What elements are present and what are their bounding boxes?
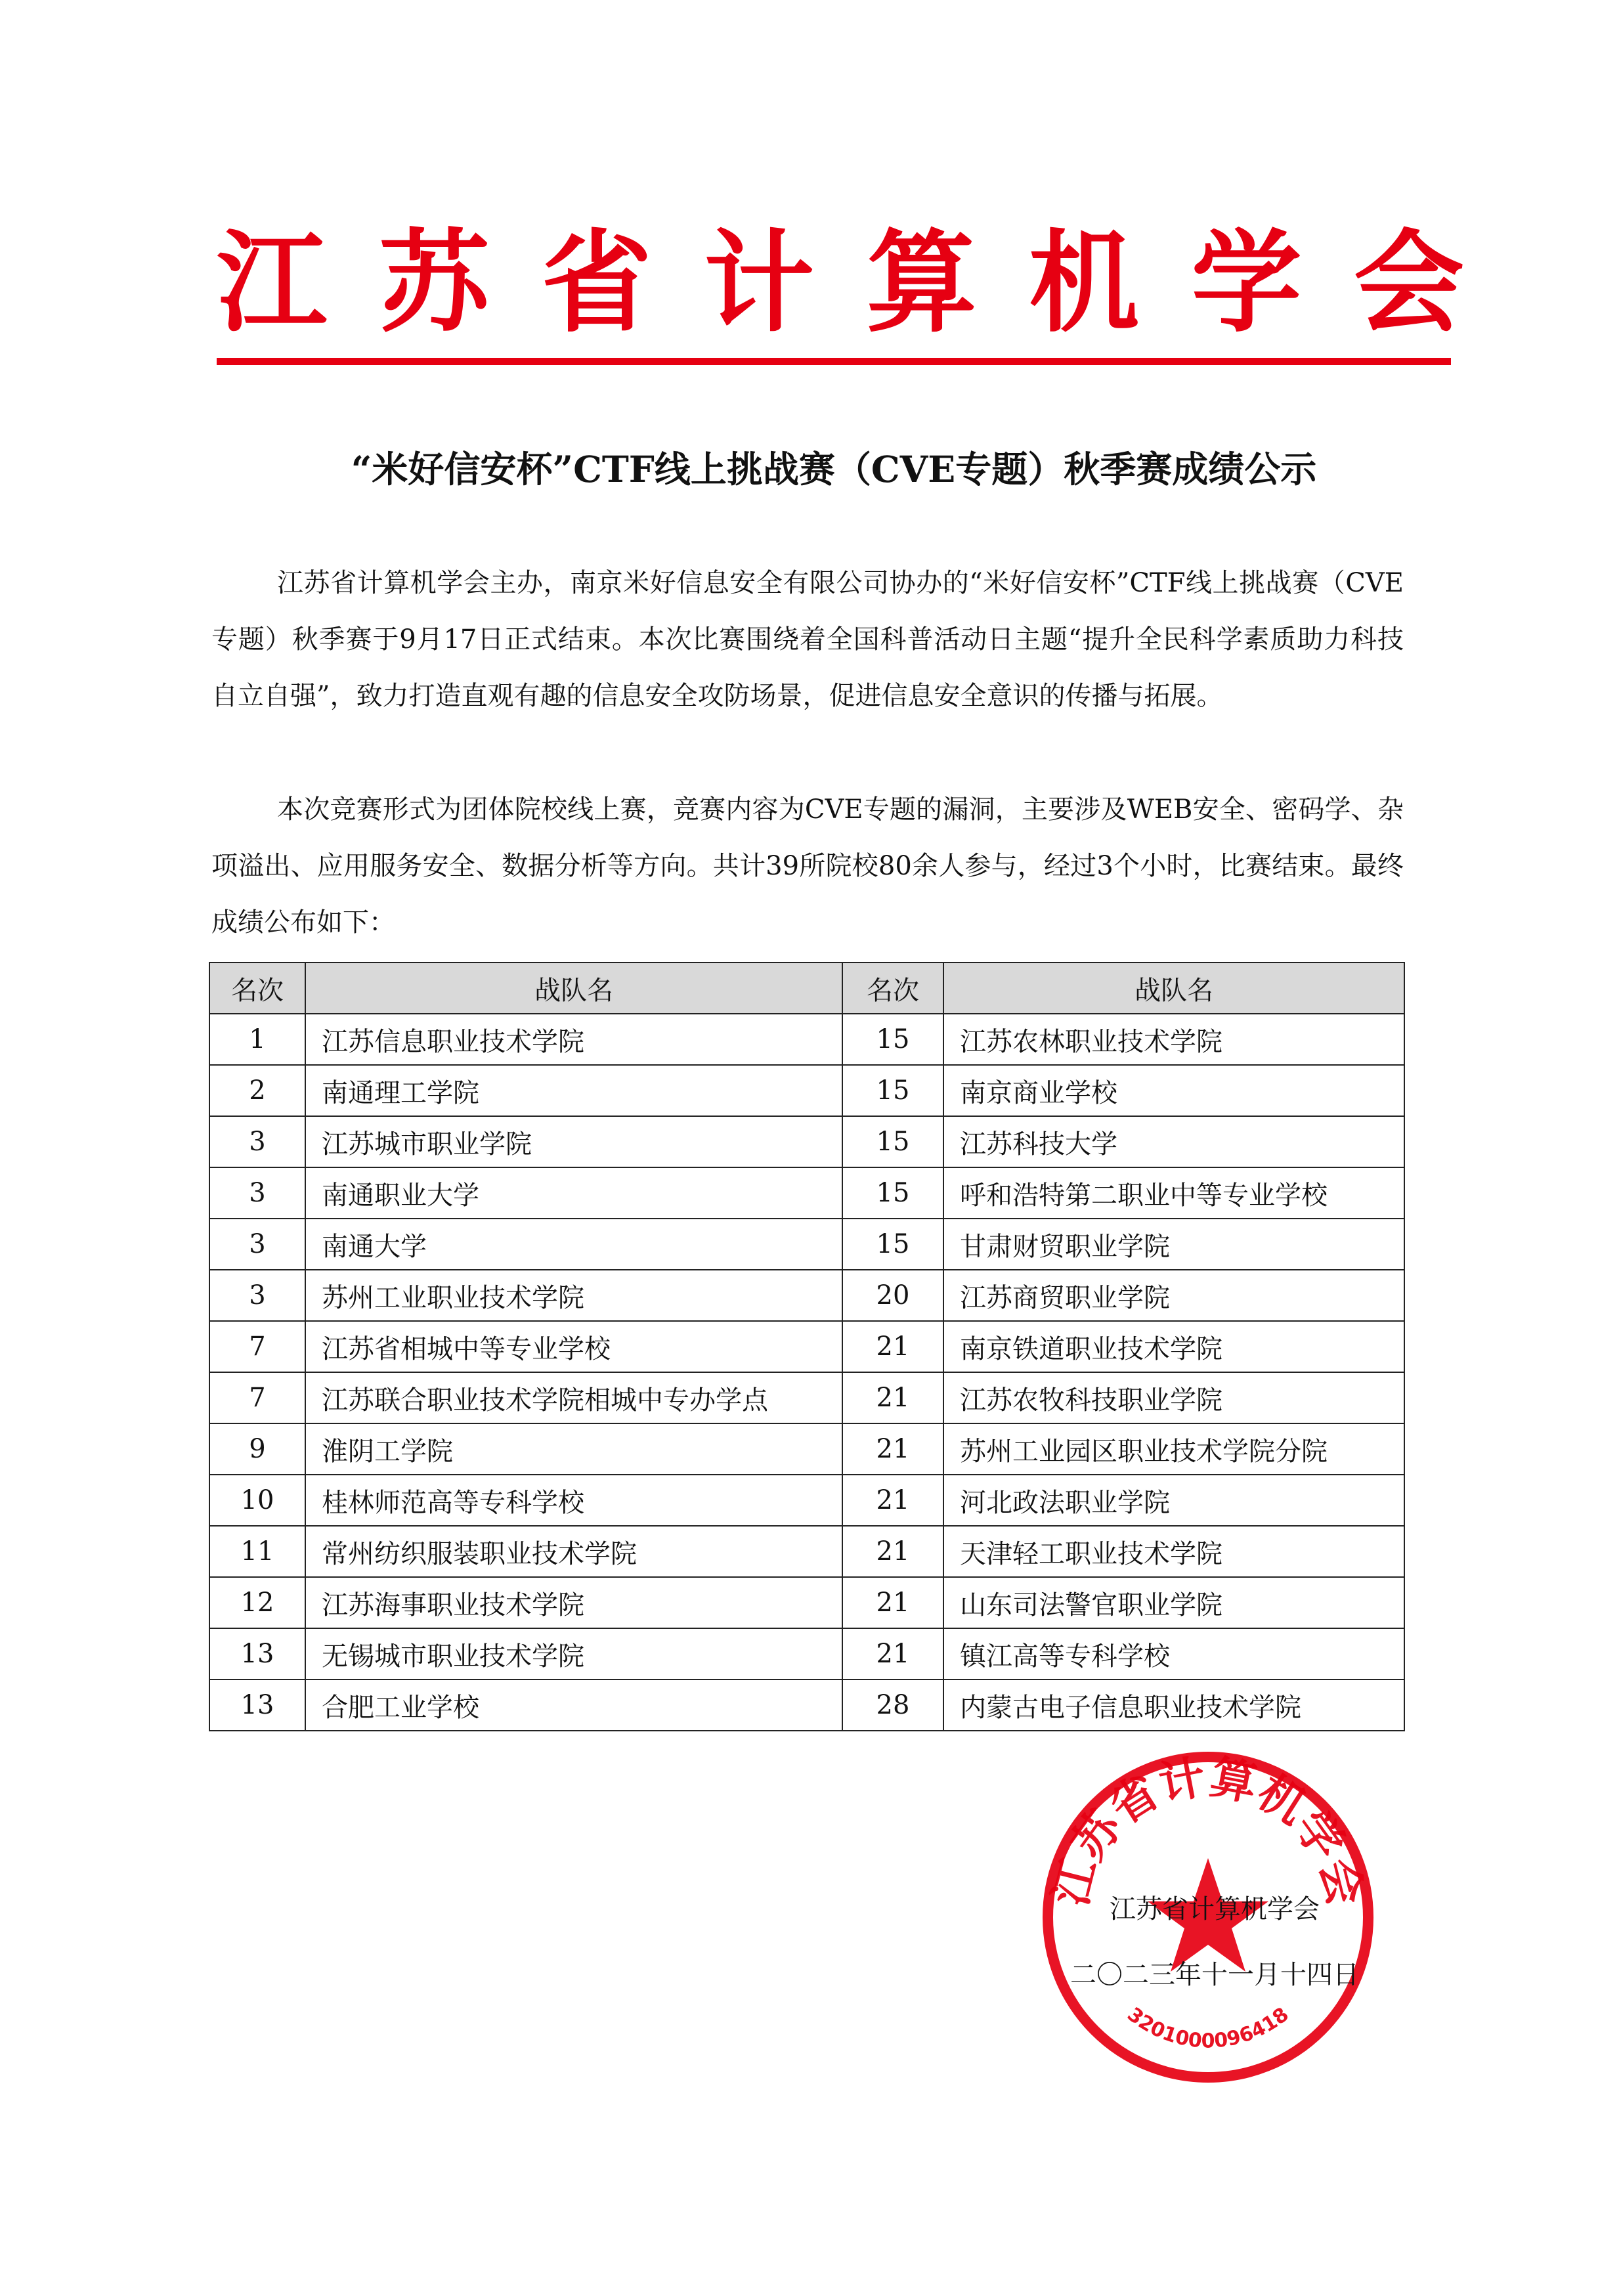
rank-cell: 2	[209, 1065, 305, 1116]
rank-cell: 21	[842, 1577, 943, 1628]
rank-cell: 15	[842, 1219, 943, 1270]
format-paragraph: 本次竞赛形式为团体院校线上赛，竞赛内容为CVE专题的漏洞，主要涉及WEB安全、密码学、杂项溢出、应用服务安全、数据分析等方向。共计39所院校80余人参与，经过3个小时，比赛结束。最终成绩公布如下：	[211, 794, 1404, 938]
team-cell: 镇江高等专科学校	[943, 1628, 1404, 1679]
rank-cell: 13	[209, 1679, 305, 1731]
rank-cell: 15	[842, 1167, 943, 1219]
team-cell: 南通理工学院	[305, 1065, 842, 1116]
letterhead-char: 算	[866, 217, 977, 347]
team-cell: 淮阴工学院	[305, 1423, 842, 1475]
table-row	[209, 1423, 1404, 1475]
letterhead-char: 会	[1353, 217, 1464, 347]
team-cell: 南通职业大学	[305, 1167, 842, 1219]
rank-cell: 11	[209, 1526, 305, 1577]
team-cell: 江苏联合职业技术学院相城中专办学点	[305, 1372, 842, 1423]
table-row	[209, 1679, 1404, 1731]
rank-cell: 28	[842, 1679, 943, 1731]
team-cell: 江苏海事职业技术学院	[305, 1577, 842, 1628]
team-cell: 南京商业学校	[943, 1065, 1404, 1116]
team-cell: 内蒙古电子信息职业技术学院	[943, 1679, 1404, 1731]
team-cell: 南通大学	[305, 1219, 842, 1270]
letterhead-char: 省	[541, 217, 652, 347]
rank-header: 名次	[842, 963, 943, 1014]
rank-cell: 21	[842, 1628, 943, 1679]
table-row	[209, 1577, 1404, 1628]
team-cell: 甘肃财贸职业学院	[943, 1219, 1404, 1270]
team-cell: 江苏科技大学	[943, 1116, 1404, 1167]
team-cell: 无锡城市职业技术学院	[305, 1628, 842, 1679]
letterhead-char: 学	[1191, 217, 1302, 347]
table-row	[209, 1270, 1404, 1321]
seal-number: 3201000096418	[1123, 2003, 1293, 2053]
table-row	[209, 1167, 1404, 1219]
table-row	[209, 1526, 1404, 1577]
seal-text: 江苏省计算机学会	[1043, 1749, 1373, 1911]
rank-header: 名次	[209, 963, 305, 1014]
rank-cell: 15	[842, 1065, 943, 1116]
table-row	[209, 1065, 1404, 1116]
team-cell: 江苏省相城中等专业学校	[305, 1321, 842, 1372]
table-row	[209, 1321, 1404, 1372]
rank-cell: 7	[209, 1372, 305, 1423]
table-row	[209, 1219, 1404, 1270]
table-row	[209, 1475, 1404, 1526]
rank-cell: 3	[209, 1270, 305, 1321]
rank-cell: 21	[842, 1526, 943, 1577]
signature-organization: 江苏省计算机学会	[1110, 1894, 1320, 1924]
team-cell: 南京铁道职业技术学院	[943, 1321, 1404, 1372]
team-cell: 江苏农牧科技职业学院	[943, 1372, 1404, 1423]
rank-cell: 21	[842, 1475, 943, 1526]
letterhead-divider	[217, 358, 1451, 365]
rank-cell: 21	[842, 1321, 943, 1372]
team-cell: 苏州工业职业技术学院	[305, 1270, 842, 1321]
team-cell: 江苏商贸职业学院	[943, 1270, 1404, 1321]
intro-paragraph: 江苏省计算机学会主办，南京米好信息安全有限公司协办的“米好信安杯”CTF线上挑战赛（CVE专题）秋季赛于9月17日正式结束。本次比赛围绕着全国科普活动日主题“提升全民科学素质助力科技自立自强”，致力打造直观有趣的信息安全攻防场景，促进信息安全意识的传播与拓展。	[211, 568, 1404, 711]
letterhead-char: 计	[704, 217, 815, 347]
letterhead	[217, 217, 1464, 348]
team-cell: 常州纺织服装职业技术学院	[305, 1526, 842, 1577]
rank-cell: 3	[209, 1167, 305, 1219]
team-cell: 苏州工业园区职业技术学院分院	[943, 1423, 1404, 1475]
rank-cell: 13	[209, 1628, 305, 1679]
rank-cell: 21	[842, 1423, 943, 1475]
rank-cell: 15	[842, 1014, 943, 1065]
rank-cell: 21	[842, 1372, 943, 1423]
rank-cell: 1	[209, 1014, 305, 1065]
team-header: 战队名	[305, 963, 842, 1014]
team-cell: 江苏城市职业学院	[305, 1116, 842, 1167]
team-cell: 合肥工业学校	[305, 1679, 842, 1731]
letterhead-char: 江	[217, 217, 327, 347]
team-cell: 江苏农林职业技术学院	[943, 1014, 1404, 1065]
team-cell: 天津轻工职业技术学院	[943, 1526, 1404, 1577]
team-header: 战队名	[943, 963, 1404, 1014]
rank-cell: 9	[209, 1423, 305, 1475]
results-table	[209, 962, 1405, 1731]
table-row	[209, 1628, 1404, 1679]
letterhead-char: 机	[1029, 217, 1140, 347]
team-cell: 呼和浩特第二职业中等专业学校	[943, 1167, 1404, 1219]
rank-cell: 3	[209, 1219, 305, 1270]
rank-cell: 12	[209, 1577, 305, 1628]
table-header-row	[209, 963, 1404, 1014]
team-cell: 桂林师范高等专科学校	[305, 1475, 842, 1526]
letterhead-char: 苏	[379, 217, 490, 347]
signature-date: 二〇二三年十一月十四日	[1070, 1960, 1359, 1990]
table-row	[209, 1372, 1404, 1423]
team-cell: 江苏信息职业技术学院	[305, 1014, 842, 1065]
rank-cell: 7	[209, 1321, 305, 1372]
rank-cell: 20	[842, 1270, 943, 1321]
rank-cell: 3	[209, 1116, 305, 1167]
table-row	[209, 1014, 1404, 1065]
rank-cell: 15	[842, 1116, 943, 1167]
team-cell: 河北政法职业学院	[943, 1475, 1404, 1526]
table-row	[209, 1116, 1404, 1167]
document-title: “米好信安杯”CTF线上挑战赛（CVE专题）秋季赛成绩公示	[351, 448, 1317, 490]
rank-cell: 10	[209, 1475, 305, 1526]
team-cell: 山东司法警官职业学院	[943, 1577, 1404, 1628]
